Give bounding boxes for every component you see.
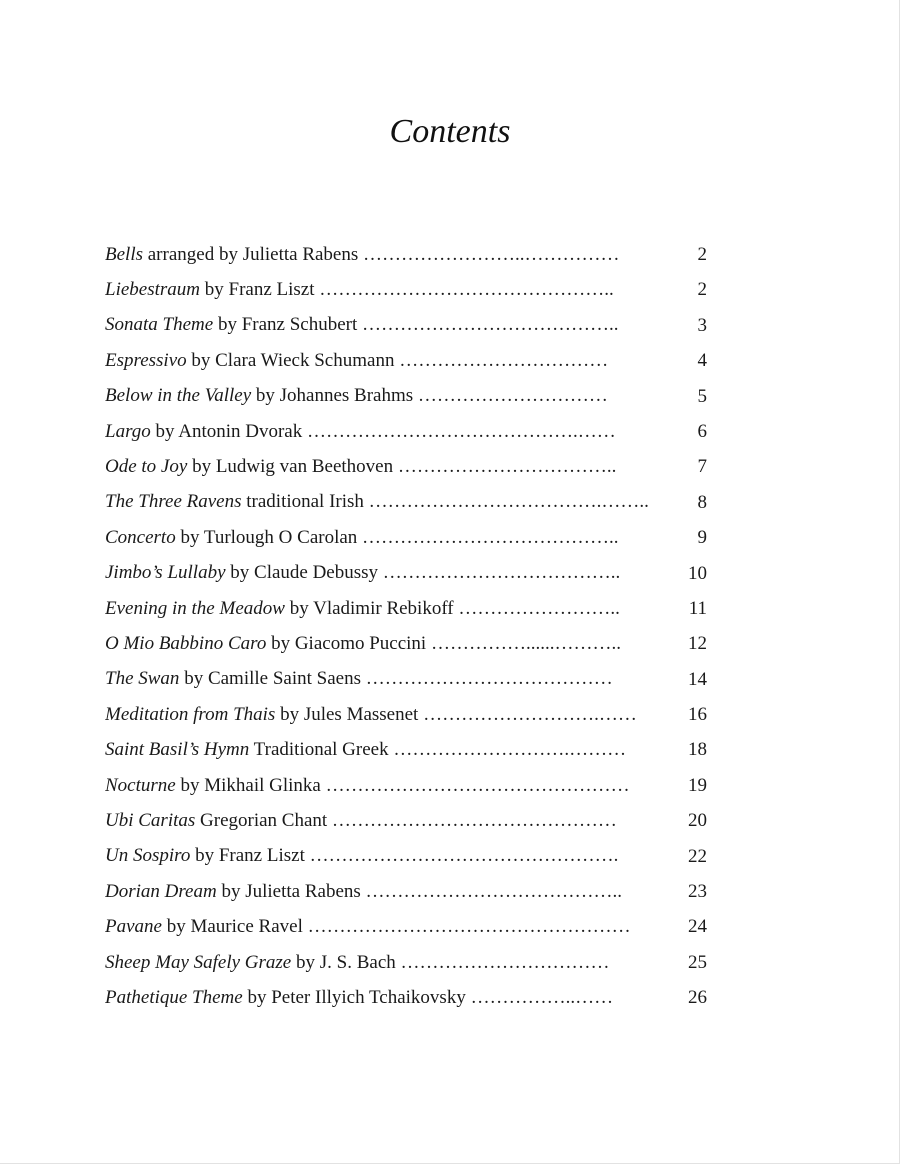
entry-text — [105, 244, 665, 266]
work-title: Ode to Joy — [105, 456, 188, 478]
entry-text — [105, 491, 665, 513]
composer-and-leader: by Peter Illyich Tchaikovsky ……………..…… — [242, 986, 614, 1008]
toc-entry — [105, 732, 715, 767]
composer-and-leader: by Johannes Brahms ………………………… — [251, 385, 608, 407]
page-number: 14 — [688, 668, 707, 690]
page-title: Contents — [389, 113, 511, 150]
toc-entry — [105, 414, 715, 449]
toc-entry — [105, 697, 715, 732]
toc-entry — [105, 945, 715, 980]
table-of-contents — [105, 237, 715, 1016]
toc-entry — [105, 874, 715, 909]
entry-text — [105, 881, 665, 903]
composer-and-leader: Gregorian Chant ……………………………………… — [195, 809, 617, 831]
toc-entry — [105, 520, 715, 555]
work-title: Pavane — [105, 916, 162, 938]
page-number: 20 — [688, 810, 707, 832]
work-title: Saint Basil’s Hymn — [105, 739, 250, 761]
page-number: 6 — [697, 420, 707, 442]
work-title: Largo — [105, 420, 151, 442]
entry-text — [105, 704, 665, 726]
work-title: Espressivo — [105, 349, 187, 371]
entry-text — [105, 598, 665, 620]
composer-and-leader: by Claude Debussy ……………………………….. — [225, 562, 621, 584]
page-number: 16 — [688, 704, 707, 726]
toc-entry — [105, 591, 715, 626]
entry-text — [105, 385, 665, 407]
page-number: 7 — [697, 456, 707, 478]
page-number: 19 — [688, 774, 707, 796]
page-number: 11 — [688, 597, 707, 619]
toc-entry — [105, 662, 715, 697]
page-number: 18 — [688, 739, 707, 761]
entry-text — [105, 279, 665, 301]
work-title: Ubi Caritas — [105, 809, 196, 831]
work-title: The Swan — [105, 668, 180, 690]
entry-text — [105, 456, 665, 478]
page-number: 2 — [697, 279, 707, 301]
composer-and-leader: by Maurice Ravel …………………………………………… — [161, 916, 631, 938]
toc-entry — [105, 803, 715, 838]
composer-and-leader: by Camille Saint Saens ………………………………… — [179, 668, 613, 690]
entry-text — [105, 350, 665, 372]
work-title: Nocturne — [105, 774, 176, 796]
composer-and-leader: Traditional Greek ……………………….……… — [249, 739, 627, 761]
composer-and-leader: by Julietta Rabens ………………………………….. — [216, 880, 623, 902]
work-title: Un Sospiro — [105, 845, 191, 867]
entry-text — [105, 562, 665, 584]
page-number: 25 — [688, 951, 707, 973]
work-title: Below in the Valley — [105, 385, 252, 407]
entry-text — [105, 527, 665, 549]
page-number: 26 — [688, 987, 707, 1009]
entry-text — [105, 314, 665, 336]
toc-entry — [105, 449, 715, 484]
work-title: Meditation from Thais — [105, 703, 276, 725]
page-number: 24 — [688, 916, 707, 938]
work-title: Concerto — [105, 526, 176, 548]
toc-entry — [105, 237, 715, 272]
entry-text — [105, 845, 665, 867]
toc-entry — [105, 626, 715, 661]
toc-entry — [105, 839, 715, 874]
entry-text — [105, 421, 665, 443]
composer-and-leader: by Giacomo Puccini ……………......……….. — [266, 632, 621, 654]
composer-and-leader: traditional Irish ……………………………….…….. — [241, 491, 649, 513]
toc-entry — [105, 308, 715, 343]
toc-entry — [105, 343, 715, 378]
work-title: O Mio Babbino Caro — [105, 632, 267, 654]
toc-entry — [105, 909, 715, 944]
entry-text — [105, 739, 665, 761]
page-number: 9 — [697, 527, 707, 549]
page-number: 23 — [688, 881, 707, 903]
work-title: Sheep May Safely Graze — [105, 951, 292, 973]
toc-entry — [105, 272, 715, 307]
composer-and-leader: by Vladimir Rebikoff …………………….. — [284, 597, 620, 619]
toc-entry — [105, 485, 715, 520]
composer-and-leader: by Turlough O Carolan ………………………………….. — [175, 526, 619, 548]
composer-and-leader: by Franz Liszt …………………………………………. — [190, 845, 619, 867]
work-title: Evening in the Meadow — [105, 597, 285, 619]
entry-text — [105, 952, 665, 974]
entry-text — [105, 916, 665, 938]
page-number: 3 — [697, 314, 707, 336]
page-number: 22 — [688, 845, 707, 867]
entry-text — [105, 987, 665, 1009]
work-title: Pathetique Theme — [105, 986, 243, 1008]
page-number: 2 — [697, 244, 707, 265]
entry-text — [105, 775, 665, 797]
page-number: 10 — [688, 562, 707, 584]
entry-text — [105, 810, 665, 832]
composer-and-leader: by Franz Schubert ………………………………….. — [213, 314, 619, 336]
page-number: 4 — [697, 350, 707, 372]
toc-entry — [105, 768, 715, 803]
page-number: 5 — [697, 385, 707, 407]
composer-and-leader: by Antonin Dvorak …………………………………….…… — [150, 420, 616, 442]
page-number: 12 — [688, 633, 707, 655]
composer-and-leader: by Ludwig van Beethoven …………………………….. — [187, 456, 617, 478]
composer-and-leader: by Clara Wieck Schumann …………………………… — [186, 349, 609, 371]
entry-text — [105, 633, 665, 655]
toc-entry — [105, 379, 715, 414]
composer-and-leader: by Mikhail Glinka ………………………………………… — [175, 774, 630, 796]
work-title: Liebestraum — [105, 279, 200, 301]
composer-and-leader: arranged by Julietta Rabens ……………………..…………… — [143, 243, 620, 265]
work-title: Dorian Dream — [105, 880, 217, 902]
toc-entry — [105, 980, 715, 1015]
composer-and-leader: by Jules Massenet ……………………….…… — [275, 703, 637, 725]
work-title: The Three Ravens — [105, 491, 242, 513]
entry-text — [105, 668, 665, 690]
work-title: Bells — [105, 243, 143, 265]
work-title: Jimbo’s Lullaby — [105, 562, 226, 584]
work-title: Sonata Theme — [105, 314, 214, 336]
composer-and-leader: by Franz Liszt ……………………………………….. — [200, 279, 614, 301]
page-number: 8 — [697, 491, 707, 513]
composer-and-leader: by J. S. Bach …………………………… — [291, 951, 610, 973]
toc-entry — [105, 556, 715, 591]
